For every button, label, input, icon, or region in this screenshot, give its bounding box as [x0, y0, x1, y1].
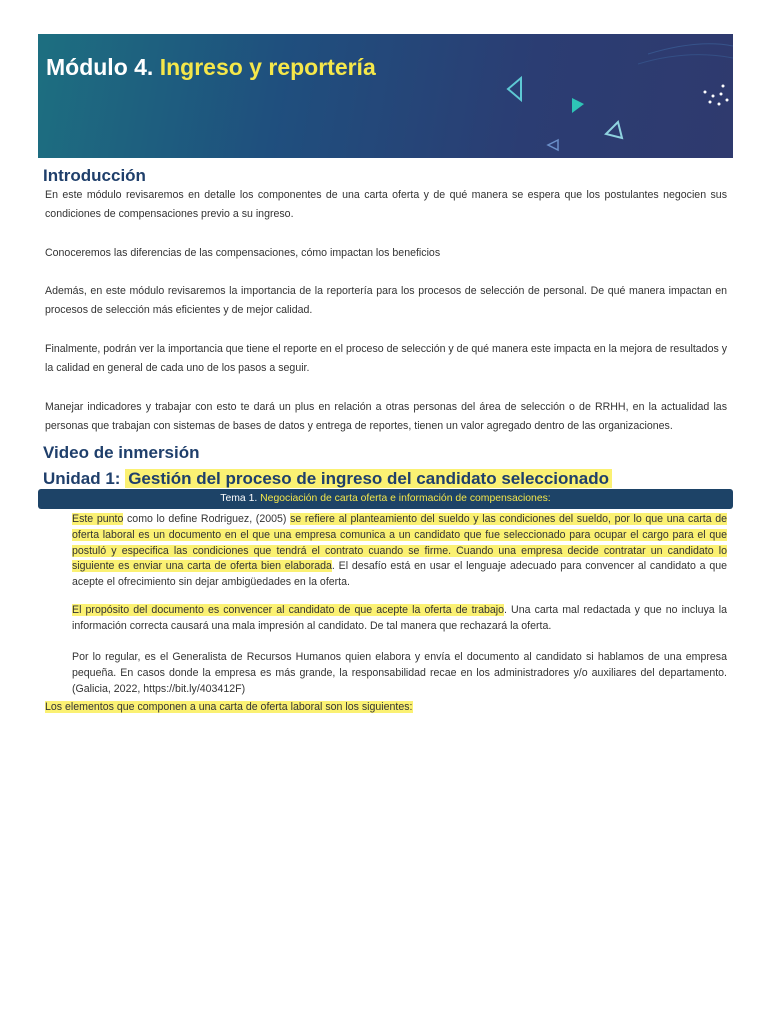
highlight: El propósito del documento es convencer al candidato de que acepte la oferta de trabajo — [72, 604, 504, 616]
module-label: Módulo 4. — [46, 54, 154, 80]
body-paragraph-1 — [72, 512, 727, 591]
body-paragraph-2 — [72, 603, 727, 635]
body-paragraph-4 — [45, 698, 727, 717]
intro-heading: Introducción — [43, 166, 146, 185]
unit-label: Unidad 1: — [43, 469, 121, 488]
body-text: . El desafío está en usar el lenguaje adecuado para convencer al candidato a que acepte el ofrecimiento sin dejar ambigüedades en la oferta. — [72, 560, 727, 589]
module-banner — [38, 34, 733, 158]
highlight: Este punto — [72, 513, 124, 525]
unit-title: Gestión del proceso de ingreso del candidato seleccionado — [125, 469, 612, 488]
intro-paragraph-5: Manejar indicadores y trabajar con esto te dará un plus en relación a otras personas del área de selección o de RRHH, en la actualidad las personas que trabajan con sistemas de bases de datos y entrega de reportes, tienen un valor agregado dentro de las organizaciones. — [45, 401, 727, 432]
intro-paragraph-4: Finalmente, podrán ver la importancia que tiene el reporte en el proceso de selección y de qué manera este impacta en la mejora de resultados y la calidad en general de cada uno de los pasos a seguir. — [45, 343, 727, 374]
module-name: Ingreso y reportería — [159, 54, 376, 80]
highlight: Los elementos que componen a una carta de oferta laboral son los siguientes: — [45, 701, 413, 713]
intro-paragraph-1: En este módulo revisaremos en detalle los componentes de una carta oferta y de qué manera se espera que los postulantes negocien sus condiciones de compensaciones previo a su ingreso. — [45, 189, 727, 220]
topic-label: Tema 1. — [220, 493, 258, 504]
module-title — [46, 54, 376, 81]
topic-bar — [38, 489, 733, 509]
body-text: como lo define Rodriguez, (2005) — [123, 513, 291, 525]
highlight: se refiere al planteamiento del sueldo y las condiciones del sueldo, por lo que una carta de oferta laboral es un documento en el que una empresa comunica a un candidato que fue seleccionado para ocupar el cargo para el que postuló y especifica las condiciones que tendrá el contrato cuando se firme. Cuando una empresa decide contratar un candidato lo siguiente es enviar una carta de oferta bien elaborada — [72, 513, 728, 573]
unit-heading — [43, 469, 612, 489]
body-paragraph-3: Por lo regular, es el Generalista de Recursos Humanos quien elabora y envía el documento al candidato si hablamos de una empresa pequeña. En casos donde la empresa es más grande, la responsabilidad recae en los administradores y/o auxiliares del departamento. (Galicia, 2022, https://bit.ly/403412F) — [72, 651, 727, 695]
body-text: . Una carta mal redactada y que no incluya la información correcta causará una mala impresión al candidato. De tal manera que rechazará la oferta. — [72, 604, 727, 632]
decorative-shapes-icon — [38, 34, 733, 158]
intro-paragraph-3: Además, en este módulo revisaremos la importancia de la reportería para los procesos de selección de personal. De qué manera impactan en procesos de selección más eficientes y de mejor calidad. — [45, 285, 727, 316]
video-heading: Video de inmersión — [43, 443, 200, 462]
intro-paragraph-2: Conoceremos las diferencias de las compensaciones, cómo impactan los beneficios — [45, 247, 441, 259]
topic-title: Negociación de carta oferta e información de compensaciones: — [260, 493, 551, 504]
